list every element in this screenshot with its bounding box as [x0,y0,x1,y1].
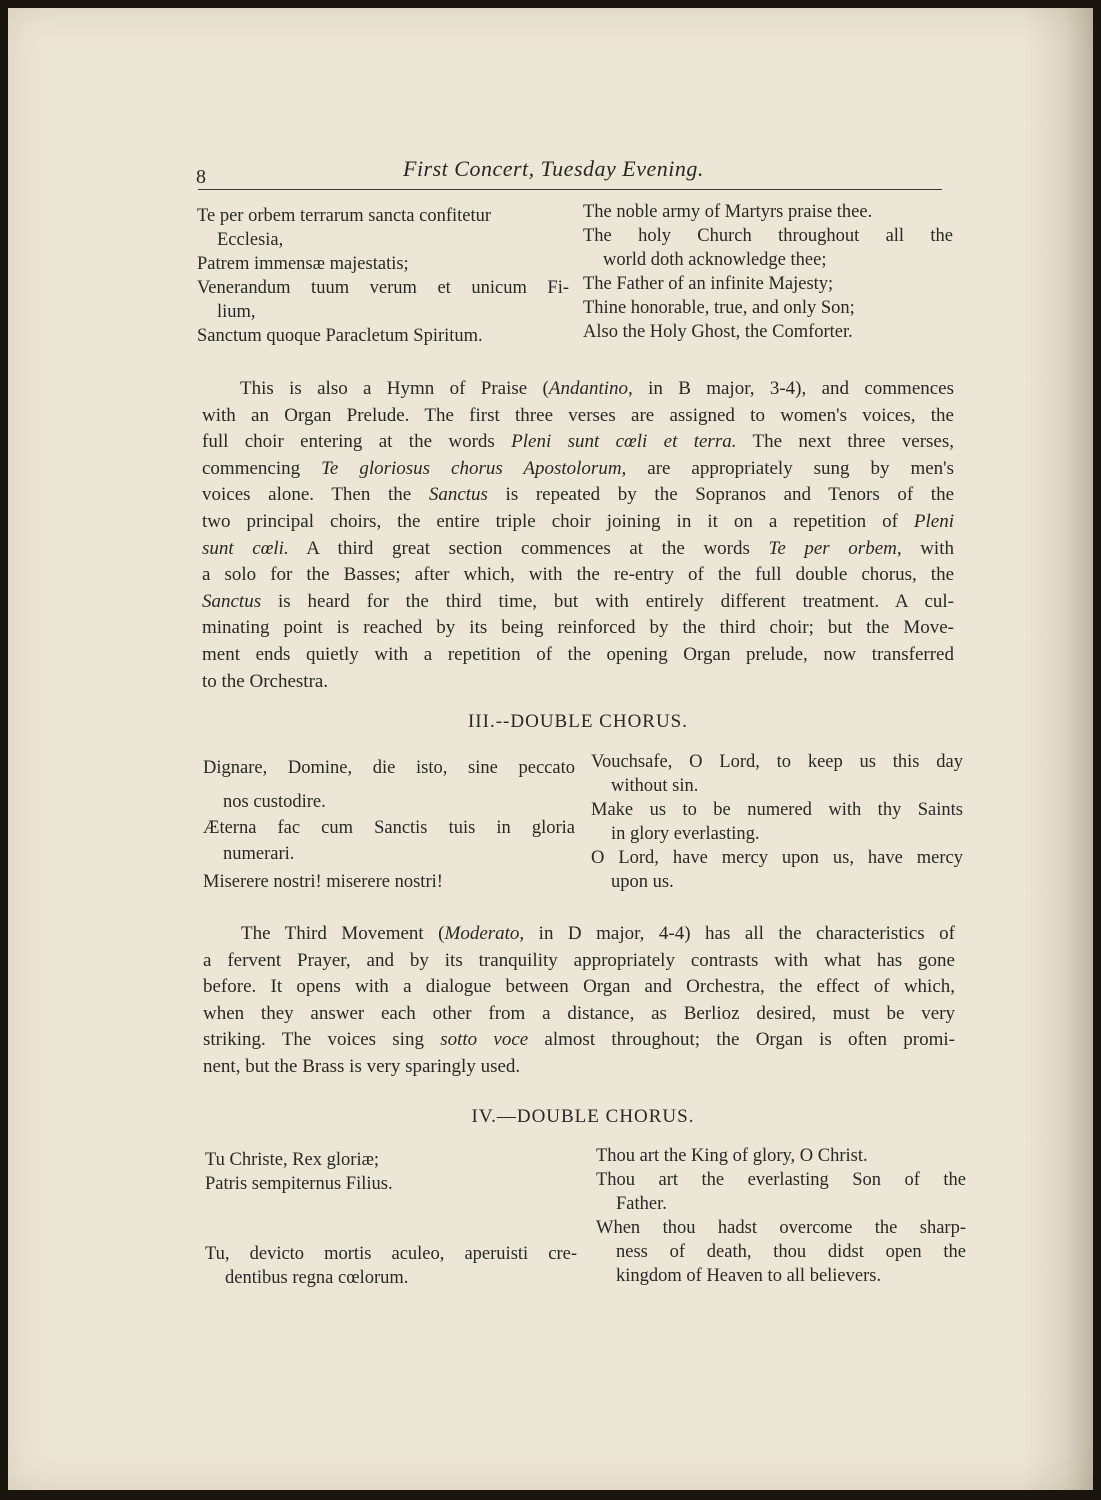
text-run: is repeated by the Sopranos and Tenors of the [487,484,955,506]
page-fold-shadow [1023,8,1093,1490]
text-run: striking. The voices sing [203,1029,441,1051]
italic-term: Sanctus [428,484,488,506]
latin-line: Miserere nostri! miserere nostri! [203,872,443,892]
latin-line: Dignare, Domine, die isto, sine peccato [203,758,575,778]
para-line [202,403,954,430]
italic-term: Sanctus [202,590,262,612]
latin-line: dentibus regna cœlorum. [225,1268,409,1288]
english-line: When thou hadst overcome the sharp- [596,1218,966,1238]
para-line [202,456,954,483]
latin-line: Patris sempiternus Filius. [205,1174,393,1194]
para-line [202,562,954,589]
latin-line: Sanctum quoque Paracletum Spiritum. [197,326,483,346]
text-run: is heard for the third time, but with entirely different treatment. A cul- [261,590,954,612]
para-line [202,615,954,642]
section-heading-3: III.--DOUBLE CHORUS. [467,711,688,732]
para-line [202,429,954,456]
para-line [202,376,954,403]
text-run: to the Orchestra. [202,670,329,692]
text-run: when they answer each other from a distance, as Berlioz desired, must be very [203,1002,955,1024]
english-line: Also the Holy Ghost, the Comforter. [583,322,853,342]
latin-line: Tu Christe, Rex gloriæ; [205,1150,380,1170]
latin-column-3 [203,755,575,895]
para-line [202,536,954,563]
text-run: a solo for the Basses; after which, with the re-entry of the full double chorus, the [202,564,954,586]
italic-term: Andantino, [548,378,633,399]
commentary-paragraph-1 [202,376,954,695]
commentary-paragraph-2 [203,921,955,1081]
latin-line: Te per orbem terrarum sancta confitetur [197,206,492,226]
italic-term: Pleni sunt cœli et terra. [511,431,737,453]
text-run: ment ends quietly with a repetition of the opening Organ prelude, now transferred [202,643,954,665]
latin-line: Patrem immensæ majestatis; [197,254,409,274]
para-line [203,948,955,975]
text-run: a fervent Prayer, and by its tranquility appropriately contrasts with what has gone [203,949,955,971]
text-run: A third great section commences at the words [288,537,769,559]
text-run: two principal choirs, the entire triple choir joining in it on a repetition of [202,510,914,532]
english-line: world doth acknowledge thee; [603,250,827,270]
latin-line: Ecclesia, [217,230,284,250]
text-run: with [901,537,954,559]
latin-line: Æterna fac cum Sanctis tuis in gloria [203,818,575,838]
text-run: in B major, 3-4), and commences [632,378,955,399]
para-line [203,1027,955,1054]
latin-line: numerari. [223,844,295,864]
page-number: 8 [196,166,206,188]
latin-line: Tu, devicto mortis aculeo, aperuisti cre- [205,1244,577,1264]
latin-line: lium, [217,302,256,322]
para-line [202,482,954,509]
english-line: The Father of an infinite Majesty; [583,274,834,294]
english-line: The noble army of Martyrs praise thee. [583,202,873,222]
header-rule [198,189,942,190]
text-run: almost throughout; the Organ is often promi- [528,1029,955,1051]
text-run: nent, but the Brass is very sparingly used. [203,1055,521,1077]
latin-column-4 [205,1148,577,1290]
latin-line: Venerandum tuum verum et unicum Fi- [197,278,569,298]
running-head: First Concert, Tuesday Evening. [403,156,704,181]
italic-term: Te gloriosus chorus Apostolorum, [321,457,627,479]
english-line: The holy Church throughout all the [583,226,953,246]
english-line: O Lord, have mercy upon us, have mercy [591,848,963,868]
text-run: in D major, 4-4) has all the characteristics of [524,923,955,944]
text-run: The Third Movement ( [241,923,445,944]
para-line [203,1001,955,1028]
para-line [202,589,954,616]
para-line [202,642,954,669]
text-run: commencing [202,457,322,479]
text-run: voices alone. Then the [202,484,429,506]
english-line: without sin. [611,776,699,796]
english-line: Thine honorable, true, and only Son; [583,298,855,318]
english-column-4 [596,1144,966,1288]
para-line [202,509,954,536]
italic-term: Te per orbem, [768,537,902,559]
para-line [203,921,955,948]
italic-term: Moderato, [444,923,525,944]
book-page [8,8,1093,1490]
text-run: with an Organ Prelude. The first three verses are assigned to women's voices, the [202,404,954,426]
latin-line: nos custodire. [223,792,326,812]
text-run: This is also a Hymn of Praise ( [240,378,549,399]
english-line: Thou art the everlasting Son of the [596,1170,966,1190]
text-run: The next three verses, [736,431,954,453]
section-heading-4: IV.—DOUBLE CHORUS. [471,1106,695,1127]
english-line: kingdom of Heaven to all believers. [616,1266,882,1286]
italic-term: Pleni [913,510,954,532]
text-run: full choir entering at the words [202,431,512,453]
italic-term: sotto voce [440,1029,529,1051]
text-run: are appropriately sung by men's [626,457,955,479]
italic-term: sunt cœli. [202,537,289,559]
para-line [203,1054,955,1081]
english-column-1 [583,200,953,344]
para-line [202,669,954,696]
english-column-3 [591,750,963,894]
english-line: Thou art the King of glory, O Christ. [596,1146,868,1166]
para-line [203,974,955,1001]
english-line: in glory everlasting. [611,824,760,844]
text-run: minating point is reached by its being reinforced by the third choir; but the Move- [202,617,954,639]
text-run: before. It opens with a dialogue between Organ and Orchestra, the effect of which, [203,976,955,998]
english-line: Make us to be numered with thy Saints [591,800,963,820]
english-line: upon us. [611,872,674,892]
english-line: Vouchsafe, O Lord, to keep us this day [591,752,963,772]
english-line: Father. [616,1194,667,1214]
latin-column-1 [197,204,569,348]
english-line: ness of death, thou didst open the [616,1242,966,1262]
